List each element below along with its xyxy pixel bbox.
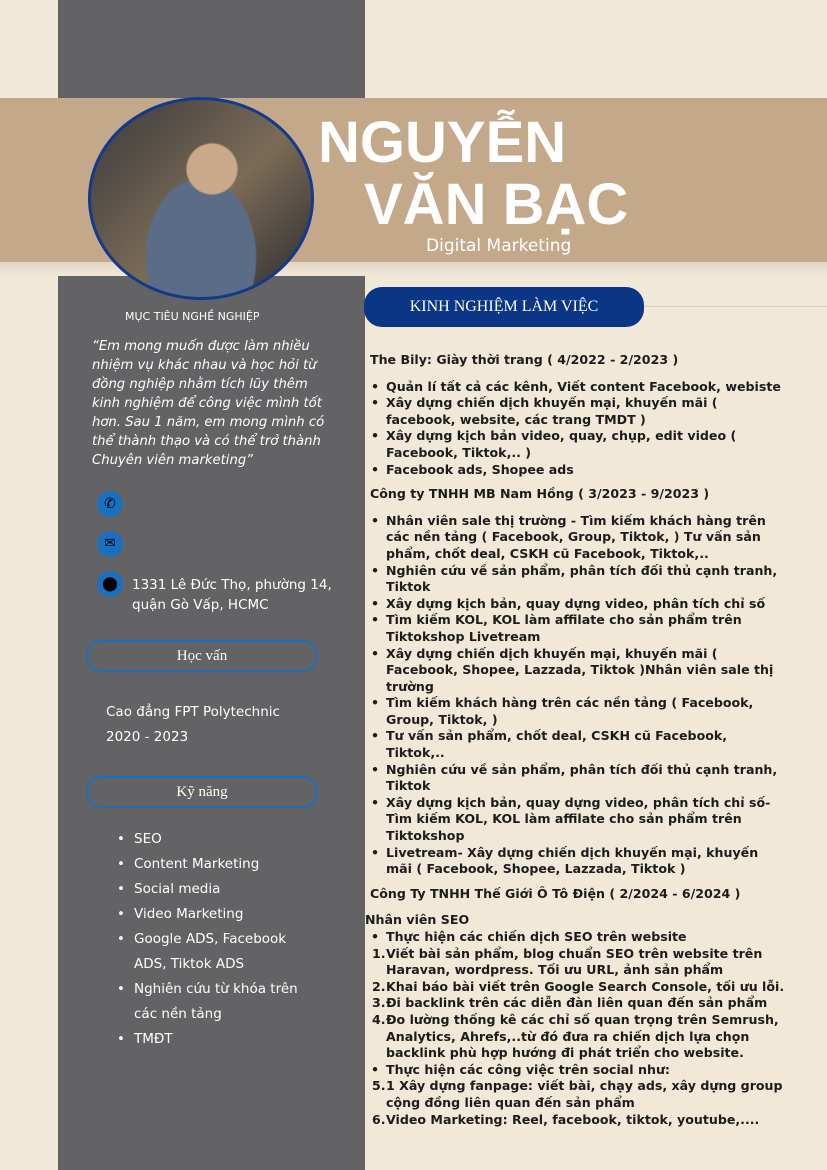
skill: • TMĐT bbox=[114, 1027, 314, 1052]
list-item: • Xây dựng kịch bản, quay dựng video, phân tích chỉ số- Tìm kiếm KOL, KOL làm affilate cho sản phẩm trên Tiktokshop bbox=[368, 795, 788, 845]
role: Digital Marketing bbox=[426, 236, 572, 256]
skill: • Google ADS, Facebook ADS, Tiktok ADS bbox=[114, 927, 314, 977]
experience-heading: KINH NGHIỆM LÀM VIỆC bbox=[364, 287, 644, 327]
skill: • Nghiên cứu từ khóa trên các nền tảng bbox=[114, 977, 314, 1027]
item-number: 4. bbox=[372, 1011, 386, 1027]
list-item: • Quản lí tất cả các kênh, Viết content Facebook, webiste bbox=[368, 379, 788, 396]
list-item: • Xây dựng kịch bản, quay dựng video, phân tích chỉ số bbox=[368, 596, 788, 613]
item-text: Viết bài sản phẩm, blog chuẩn SEO trên website trên Haravan, wordpress. Tối ưu URL, ảnh sản phẩm bbox=[386, 945, 763, 978]
numbered-item bbox=[368, 1112, 788, 1129]
numbered-item bbox=[368, 995, 788, 1012]
skill: • Video Marketing bbox=[114, 902, 314, 927]
skill: • Social media bbox=[114, 877, 314, 902]
item-text: 1 Xây dựng fanpage: viết bài, chạy ads, xây dựng group cộng đồng liên quan đến sản phẩm bbox=[386, 1078, 783, 1110]
list-item: • Livetream- Xây dựng chiến dịch khuyến mại, khuyến mãi ( Facebook, Shopee, Lazzada, Tiktok ) bbox=[368, 845, 788, 878]
skill: • SEO bbox=[114, 827, 314, 852]
item-number: 6. bbox=[372, 1111, 386, 1127]
item-number: 2. bbox=[372, 978, 386, 994]
skills-heading: Kỹ năng bbox=[86, 776, 318, 808]
profile-photo bbox=[88, 97, 314, 300]
item-text: Đo lường thống kê các chỉ số quan trọng trên Semrush, Analytics, Ahrefs,..từ đó đưa ra chiến dịch lựa chọn backlink phù hợp hướng đi phát triển cho website. bbox=[386, 1011, 779, 1061]
skills-list bbox=[114, 827, 314, 1052]
list-item: • Xây dựng kịch bản video, quay, chụp, edit video ( Facebook, Tiktok,.. ) bbox=[368, 428, 788, 461]
item-text: Video Marketing: Reel, facebook, tiktok, youtube,.... bbox=[386, 1111, 760, 1127]
list-item: • Tư vấn sản phẩm, chốt deal, CSKH cũ Facebook, Tiktok,.. bbox=[368, 728, 788, 761]
school: Cao đẳng FPT Polytechnic bbox=[106, 704, 280, 720]
objective-title: MỤC TIÊU NGHỀ NGHIỆP bbox=[125, 310, 260, 323]
skill: • Content Marketing bbox=[114, 852, 314, 877]
list-item: • Tìm kiếm khách hàng trên các nền tảng ( Facebook, Group, Tiktok, ) bbox=[368, 695, 788, 728]
list-item: • Tìm kiếm KOL, KOL làm affilate cho sản phẩm trên Tiktokshop Livetream bbox=[368, 612, 788, 645]
address bbox=[132, 575, 332, 615]
job-items bbox=[368, 513, 788, 878]
list-item: • Thực hiện các công việc trên social như: bbox=[368, 1062, 788, 1079]
location-pin-icon: ⬤ bbox=[97, 571, 123, 597]
numbered-item bbox=[368, 979, 788, 996]
experience bbox=[365, 352, 788, 1136]
item-number: 1. bbox=[372, 945, 386, 961]
job-items bbox=[368, 929, 788, 1128]
mail-icon: ✉ bbox=[97, 531, 123, 557]
list-item: • Nghiên cứu về sản phẩm, phân tích đối thủ cạnh tranh, Tiktok bbox=[368, 563, 788, 596]
item-text: Đi backlink trên các diễn đàn liên quan đến sản phẩm bbox=[386, 995, 768, 1011]
name-line2: VĂN BẠC bbox=[364, 172, 629, 237]
numbered-item bbox=[368, 946, 788, 979]
name bbox=[318, 112, 628, 236]
phone-icon: ✆ bbox=[97, 491, 123, 517]
job-items bbox=[368, 379, 788, 479]
item-number: 3. bbox=[372, 995, 386, 1011]
numbered-item bbox=[368, 1012, 788, 1062]
list-item: • Facebook ads, Shopee ads bbox=[368, 462, 788, 479]
company: Công ty TNHH MB Nam Hồng ( 3/2023 - 9/2023 ) bbox=[370, 486, 710, 502]
list-item: • Nghiên cứu về sản phẩm, phân tích đối thủ cạnh tranh, Tiktok bbox=[368, 762, 788, 795]
name-line1: NGUYỄN bbox=[318, 110, 567, 175]
company: Công Ty TNHH Thế Giới Ô Tô Điện ( 2/2024 - 6/2024 ) bbox=[370, 885, 741, 901]
address-line: 1331 Lê Đức Thọ, phường 14, bbox=[132, 577, 332, 593]
objective-text: “Em mong muốn được làm nhiều nhiệm vụ khác nhau và học hỏi từ đồng nghiệp nhằm tích lũy thêm kinh nghiệm để công việc mình tốt hơn. Sau 1 năm, em mong mình có thể thành thạo và có thể trở thành Chuyên viên marketing” bbox=[92, 339, 325, 468]
years: 2020 - 2023 bbox=[106, 729, 189, 745]
education bbox=[106, 700, 280, 750]
list-item: • Nhân viên sale thị trường - Tìm kiếm khách hàng trên các nền tảng ( Facebook, Group, Tiktok, ) Tư vấn sản phẩm, chốt deal, CSKH cũ Facebook, Tiktok,.. bbox=[368, 513, 788, 563]
company: The Bily: Giày thời trang ( 4/2022 - 2/2023 ) bbox=[370, 352, 679, 367]
list-item: • Xây dựng chiến dịch khuyến mại, khuyến mãi ( Facebook, Shopee, Lazzada, Tiktok )Nhân viên sale thị trường bbox=[368, 646, 788, 696]
item-text: Khai báo bài viết trên Google Search Console, tối ưu lỗi. bbox=[386, 978, 785, 994]
list-item: • Thực hiện các chiến dịch SEO trên website bbox=[368, 929, 788, 946]
list-item: • Xây dựng chiến dịch khuyến mại, khuyến mãi ( facebook, website, các trang TMDT ) bbox=[368, 395, 788, 428]
education-heading: Học vấn bbox=[86, 640, 318, 672]
numbered-item bbox=[368, 1078, 788, 1111]
item-number: 5. bbox=[372, 1078, 386, 1094]
position: Nhân viên SEO bbox=[365, 912, 470, 928]
address-line: quận Gò Vấp, HCMC bbox=[132, 597, 269, 613]
